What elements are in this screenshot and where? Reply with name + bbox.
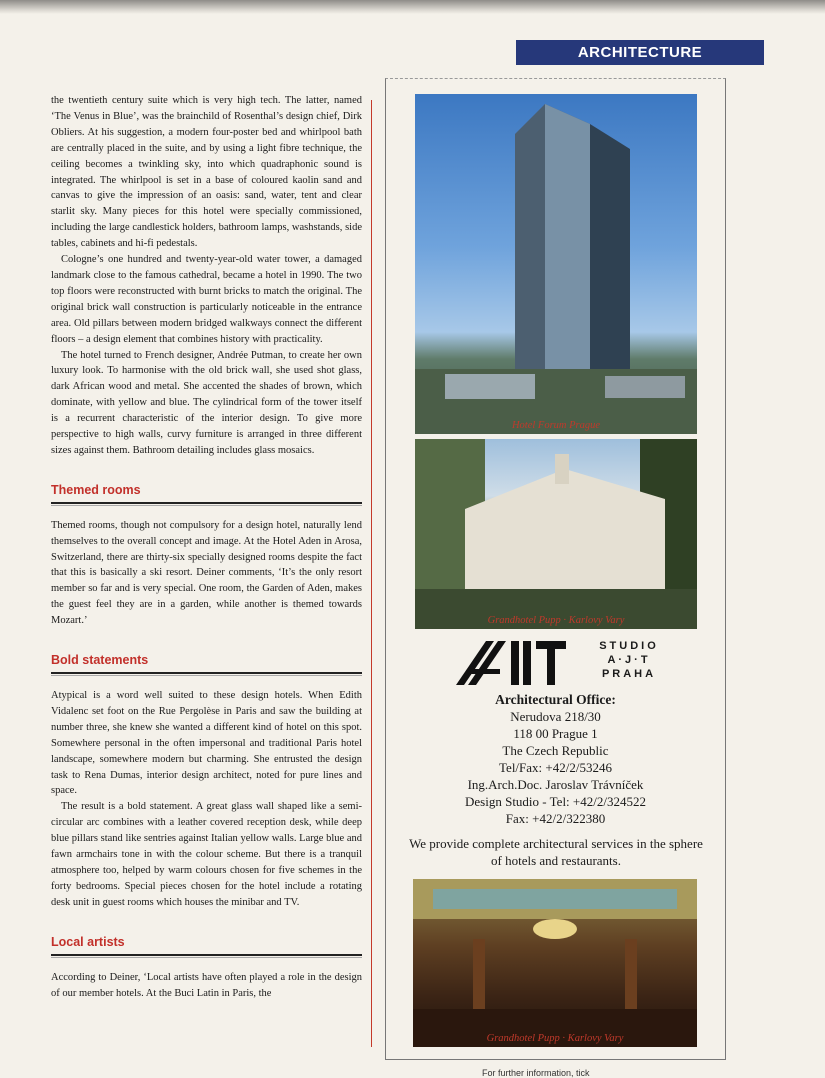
section-tag: ARCHITECTURE [516,40,764,65]
photo-caption: Grandhotel Pupp · Karlovy Vary [487,615,625,626]
studio-fax: Fax: +42/2/322380 [505,811,606,826]
article-paragraph: The result is a bold statement. A great glass wall shaped like a semi-circular arc combines with a leather covered reception desk, while deep blue pillars stand like sentries against Italian yellow walls. Large blue and fawn armchairs tone in with the colour scheme. But there is a tranquil atmosphere too, helped by warm colours chosen for five schemes in the forty bedrooms. Special pieces chosen for the hotel include a rotating desk unit in guest rooms which houses the minibar and TV. [51,801,362,908]
logo-line: STUDIO [599,640,659,652]
grandhotel-photo [415,439,697,629]
local-artists-heading-block [51,935,362,958]
address-line: Nerudova 218/30 [510,709,601,724]
heading-rule [51,954,362,956]
heading-rule-thin [51,957,362,958]
article-paragraph: the twentieth century suite which is very high tech. The latter, named ‘The Venus in Blue’, was the brainchild of Rosenthal’s design chief, Dirk Obliers. At his suggestion, a modern four-poster bed and whirlpool bath are centrally placed in the suite, and by using a light fibre technique, the ceiling becomes a twinkling sky, into which quadraphonic sound is integrated. The whirlpool is set in a base of coloured kaolin sand and canvas to give the impression of an oasis: sand, water, tent and clear starlit sky. Many pieces for this hotel were specially commissioned, including the large candlestick holders, bathroom lamps, washstands, side tables, cabinets and hi-fi pedestals. [51,95,362,250]
heading-rule [51,672,362,674]
page-top-shadow [0,0,825,14]
contact-details [386,691,725,827]
telfax: Tel/Fax: +42/2/53246 [499,760,612,775]
column-divider [371,100,372,1047]
ad-tagline: We provide complete architectural services in the sphere of hotels and restaurants. [409,836,703,868]
photo-caption: Grandhotel Pupp · Karlovy Vary [486,1033,624,1044]
tower-illustration [415,94,697,434]
office-title: Architectural Office: [495,692,616,707]
advertisement-box [385,78,726,1060]
contact-person: Ing.Arch.Doc. Jaroslav Trávníček [467,777,644,792]
bold-statements-heading-block [51,653,362,676]
section-heading: Bold statements [51,653,149,668]
logo-line: PRAHA [601,668,657,680]
article-column [51,93,362,1001]
interior-illustration [413,879,697,1047]
article-paragraph: According to Deiner, ‘Local artists have often played a role in the design of our member hotels. At the Buci Latin in Paris, the [51,971,362,999]
heading-rule-thin [51,675,362,676]
heading-rule-thin [51,505,362,506]
section-heading: Local artists [51,934,125,949]
address-line: 118 00 Prague 1 [513,726,598,741]
themed-rooms-heading-block [51,483,362,506]
section-heading: Themed rooms [51,482,141,497]
article-paragraph: Cologne’s one hundred and twenty-year-old water tower, a damaged landmark close to the famous cathedral, became a hotel in 1990. The two top floors were reconstructed with burnt bricks to match the original. The original brick wall construction is particularly noticeable in the entrance area. Old pillars between modern bridged walkways connect the different floors – a design element that combines history with practicality. [51,254,362,345]
interior-photo [413,879,697,1047]
article-paragraph: Atypical is a word well suited to these design hotels. When Edith Vidalenc set foot on the Rue Pergolèse in Paris and saw the building at number three, she knew she wanted a different kind of hotel on this spot. Somewhere personal in the often impersonal and traditional Paris hotel landscape, somewhere modern but charming. She entrusted the design task to Rena Dumas, interior design architect, noted for pure lines and space. [51,690,362,797]
logo-line: A·J·T [607,654,651,666]
studio-logo [456,639,676,687]
article-paragraph: The hotel turned to French designer, Andrée Putman, to create her own luxury look. To harmonise with the old brick wall, she used shot glass, dark African wood and metal. She accented the shades of brown, which dominate, with yellow and blue. The cylindrical form of the tower itself is a recurrent characteristic of the interior design. To give more perspective to high walls, curvy furniture is arranged in three different sizes against them. Bathroom detailing includes glass mosaics. [51,349,362,456]
studio-logo-text [574,639,684,681]
footer-note: For further information, tick [482,1068,590,1078]
heading-rule [51,502,362,504]
address-line: The Czech Republic [502,743,609,758]
article-paragraph: Themed rooms, though not compulsory for a design hotel, naturally lend themselves to the overall concept and image. At the Hotel Aden in Arosa, Switzerland, there are thirty-six specially designed rooms despite the fact that this is basically a ski resort. Deiner comments, ‘It’s the only resort member so far and is very special. One room, the Garden of Aden, makes the guest feel they are in a garden, while another is themed towards Mozart.’ [51,519,362,627]
hotel-forum-photo [415,94,697,434]
photo-caption: Hotel Forum Prague [511,420,601,431]
ajt-logo-mark-icon [456,639,566,687]
palace-illustration [415,439,697,629]
studio-tel: Design Studio - Tel: +42/2/324522 [465,794,646,809]
